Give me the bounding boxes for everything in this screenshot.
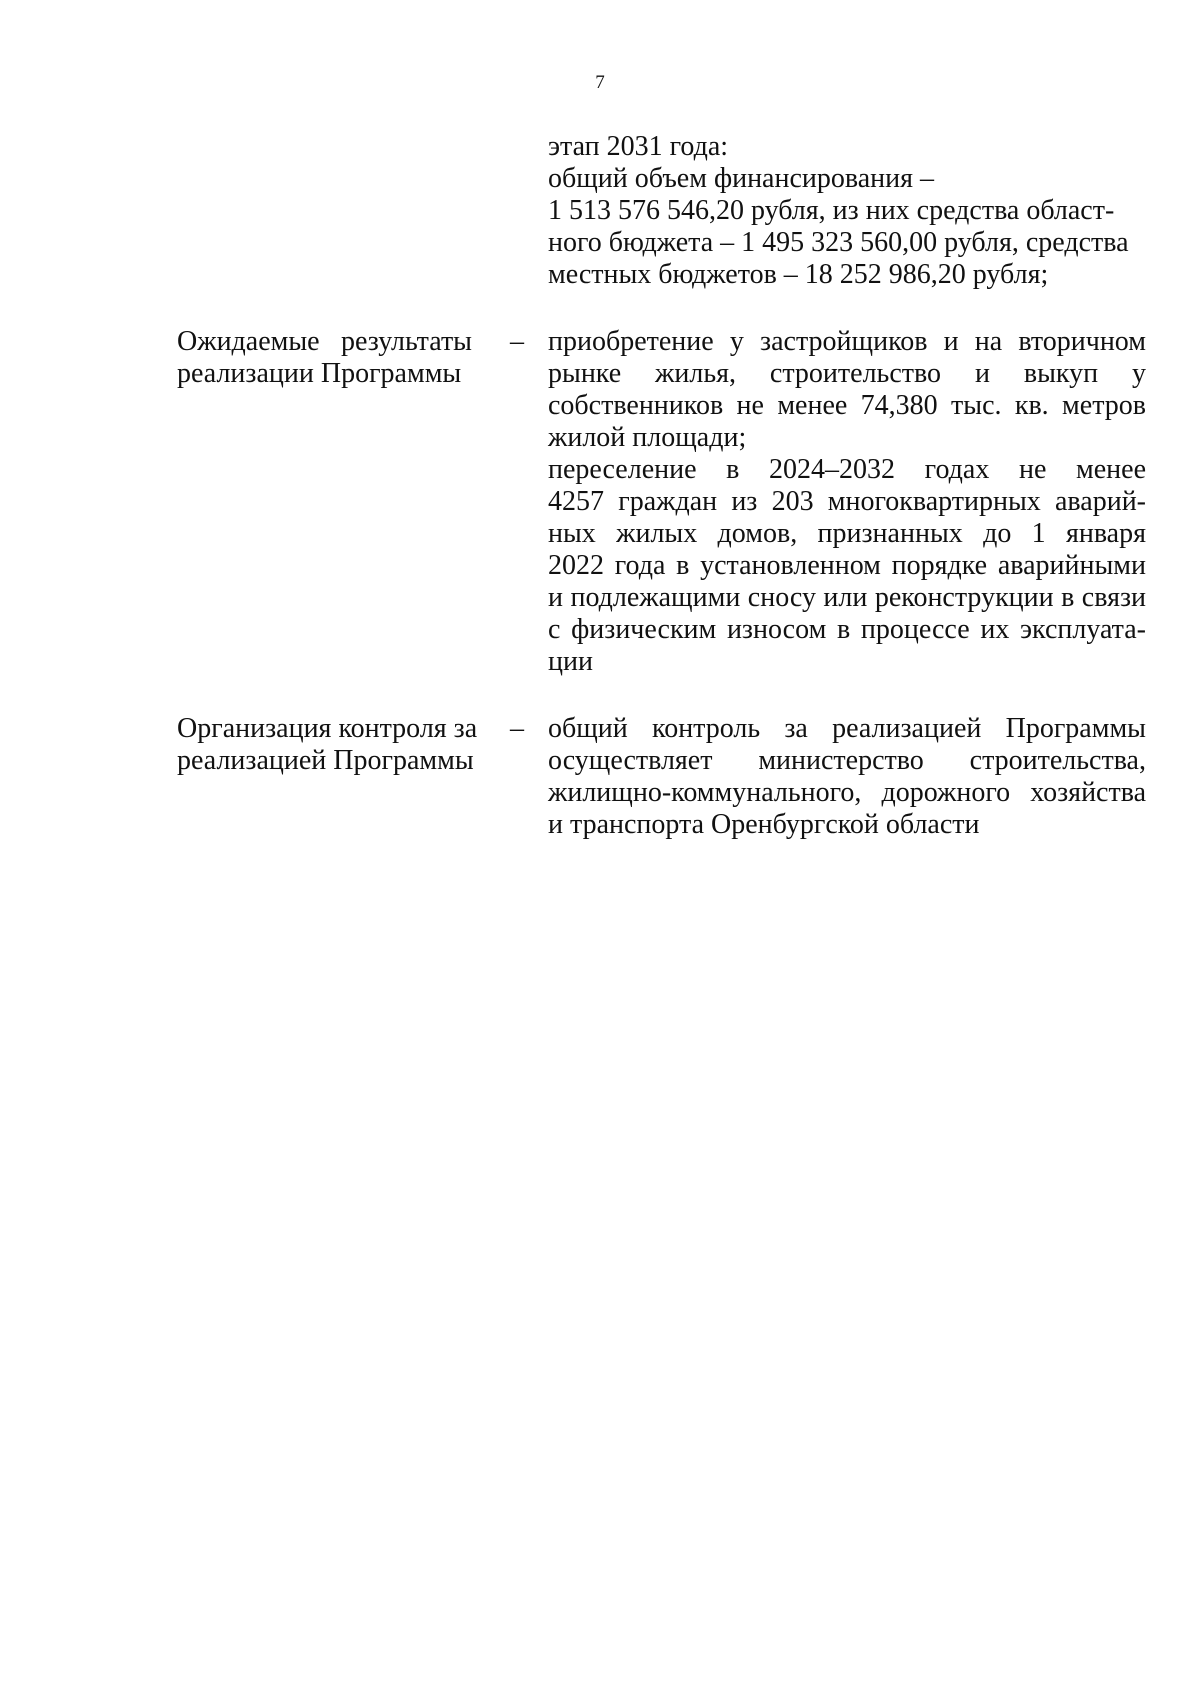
text-line: этап 2031 года: <box>548 131 729 162</box>
page-number: 7 <box>595 72 605 93</box>
text-line: ного бюджета – 1 495 323 560,00 рубля, средства <box>548 227 1129 258</box>
row-dash: – <box>510 713 524 744</box>
row-label-line: Организация контроля за <box>177 713 478 744</box>
row-value-line: 2022 года в установленном порядке аварийными <box>548 550 1146 581</box>
row-value-line: собственников не менее 74,380 тыс. кв. метров <box>548 390 1146 421</box>
row-value-line: осуществляет министерство строительства, <box>548 745 1146 776</box>
row-value-line: переселение в 2024–2032 годах не менее <box>548 454 1146 485</box>
row-value-line: 4257 граждан из 203 многоквартирных аварий- <box>548 486 1146 517</box>
row-value-line: и транспорта Оренбургской области <box>548 809 980 840</box>
row-label-line: Ожидаемые результаты <box>177 326 472 357</box>
row-value-line: рынке жилья, строительство и выкуп у <box>548 358 1146 389</box>
text-line: 1 513 576 546,20 рубля, из них средства област- <box>548 195 1115 226</box>
row-value-line: приобретение у застройщиков и на вторичном <box>548 326 1146 357</box>
row-label-line: реализации Программы <box>177 358 462 389</box>
row-value-line: ции <box>548 646 593 677</box>
row-value-line: с физическим износом в процессе их эксплуата- <box>548 614 1146 645</box>
row-value-line: жилой площади; <box>548 422 747 453</box>
row-value-line: общий контроль за реализацией Программы <box>548 713 1146 744</box>
text-line: общий объем финансирования – <box>548 163 935 194</box>
row-dash: – <box>510 326 524 357</box>
row-label-line: реализацией Программы <box>177 745 474 776</box>
row-value-line: жилищно-коммунального, дорожного хозяйства <box>548 777 1146 808</box>
row-value-line: ных жилых домов, признанных до 1 января <box>548 518 1146 549</box>
row-value-line: и подлежащими сносу или реконструкции в связи <box>548 582 1146 613</box>
text-line: местных бюджетов – 18 252 986,20 рубля; <box>548 259 1049 290</box>
